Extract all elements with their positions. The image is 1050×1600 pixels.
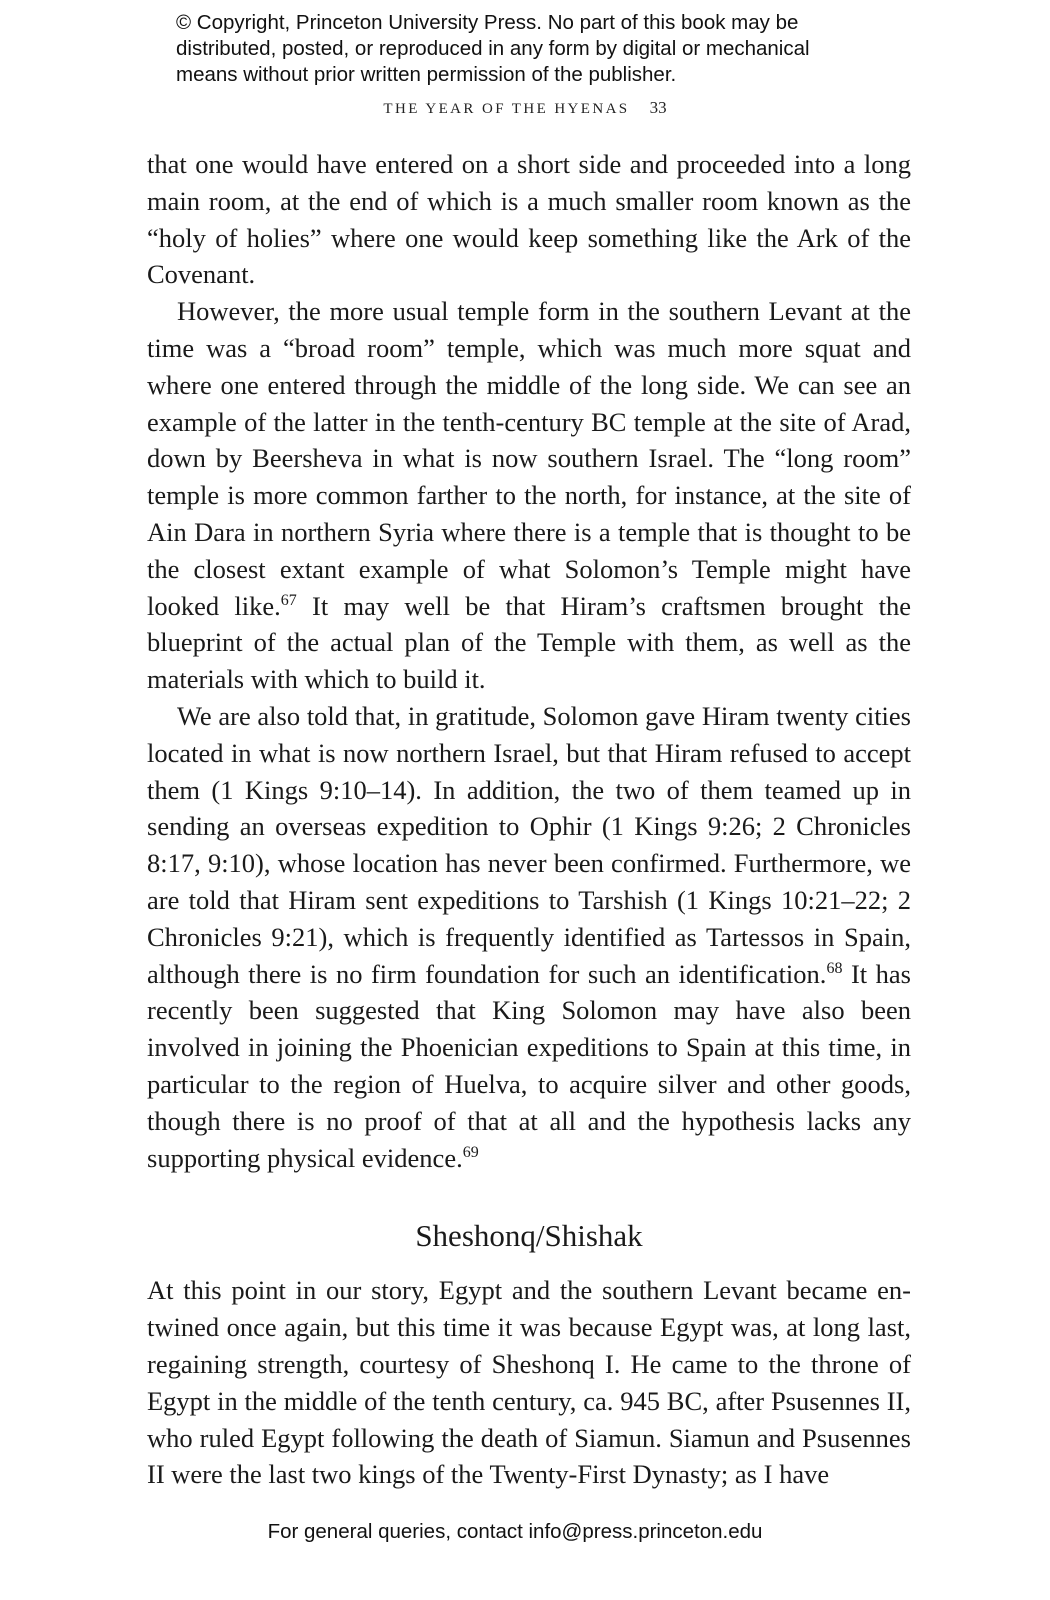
- paragraph-3-text-b: It has recently been suggested that King Solomon may have also been involved in joining the Phoenician expeditions to Spain at this time, in particular to the region of Huelva, to acquire silver and other goods, though there is no proof of that at all and the hypothesis lacks any supporting physical evidence.: [147, 958, 911, 1173]
- footnote-ref-69[interactable]: 69: [462, 1143, 479, 1161]
- body-text: [147, 146, 911, 1493]
- footnote-ref-67[interactable]: 67: [280, 591, 297, 609]
- section-paragraph: [147, 1272, 911, 1493]
- paragraph-1-text: that one would have entered on a short side and proceeded into a long main room, at the end of which is a much smaller room known as the “holy of holies” where one would keep something like the Ark of the Covenant.: [147, 149, 911, 290]
- paragraph-2: [147, 293, 911, 698]
- section-heading: Sheshonq/Shishak: [415, 1218, 643, 1254]
- running-head-title: THE YEAR OF THE HYENAS: [383, 101, 630, 117]
- section-paragraph-text: At this point in our story, Egypt and the southern Levant became entwined once again, but this time it was because Egypt was, at long last, regaining strength, courtesy of Sheshonq I. He came to the throne of Egypt in the middle of the tenth century, ca. 945 BC, after Psusennes II, who ruled Egypt following the death of Siamun. Siamun and Psusennes II were the last two kings of the Twenty-First Dynasty; as I have: [147, 1275, 911, 1490]
- paragraph-3-text-a: We are also told that, in gratitude, Solomon gave Hiram twenty cities located in what is now northern Israel, but that Hiram refused to accept them (1 Kings 9:10–14). In addition, the two of them teamed up in sending an overseas expedition to Ophir (1 Kings 9:26; 2 Chronicles 8:17, 9:10), whose location has never been confirmed. Furthermore, we are told that Hiram sent expeditions to Tarshish (1 Kings 10:21–22; 2 Chronicles 9:21), which is frequently identified as Tartessos in Spain, although there is no firm foundation for such an identification.: [147, 700, 911, 989]
- footnote-ref-68[interactable]: 68: [826, 959, 843, 977]
- paragraph-3: [147, 698, 911, 1176]
- page-number: 33: [649, 98, 667, 117]
- footer-contact: For general queries, contact info@press.princeton.edu: [267, 1520, 763, 1543]
- copyright-notice: [176, 10, 896, 88]
- running-head: [0, 98, 1050, 118]
- copyright-line-2: distributed, posted, or reproduced in any form by digital or mechanical: [176, 37, 810, 60]
- copyright-line-1: © Copyright, Princeton University Press. No part of this book may be: [176, 11, 799, 34]
- copyright-line-3: means without prior written permission of the publisher.: [176, 63, 677, 86]
- paragraph-2-text-a: However, the more usual temple form in the southern Levant at the time was a “broad room” temple, which was much more squat and where one entered through the middle of the long side. We can see an example of the latter in the tenth-century BC temple at the site of Arad, down by Beersheva in what is now southern Israel. The “long room” temple is more common farther to the north, for instance, at the site of Ain Dara in northern Syria where there is a temple that is thought to be the closest extant example of what Solomon’s Temple might have looked like.: [147, 296, 911, 621]
- paragraph-2-text-b: It may well be that Hiram’s craftsmen brought the blueprint of the actual plan of the Temple with them, as well as the materials with which to build it.: [147, 590, 911, 695]
- paragraph-1: [147, 146, 911, 293]
